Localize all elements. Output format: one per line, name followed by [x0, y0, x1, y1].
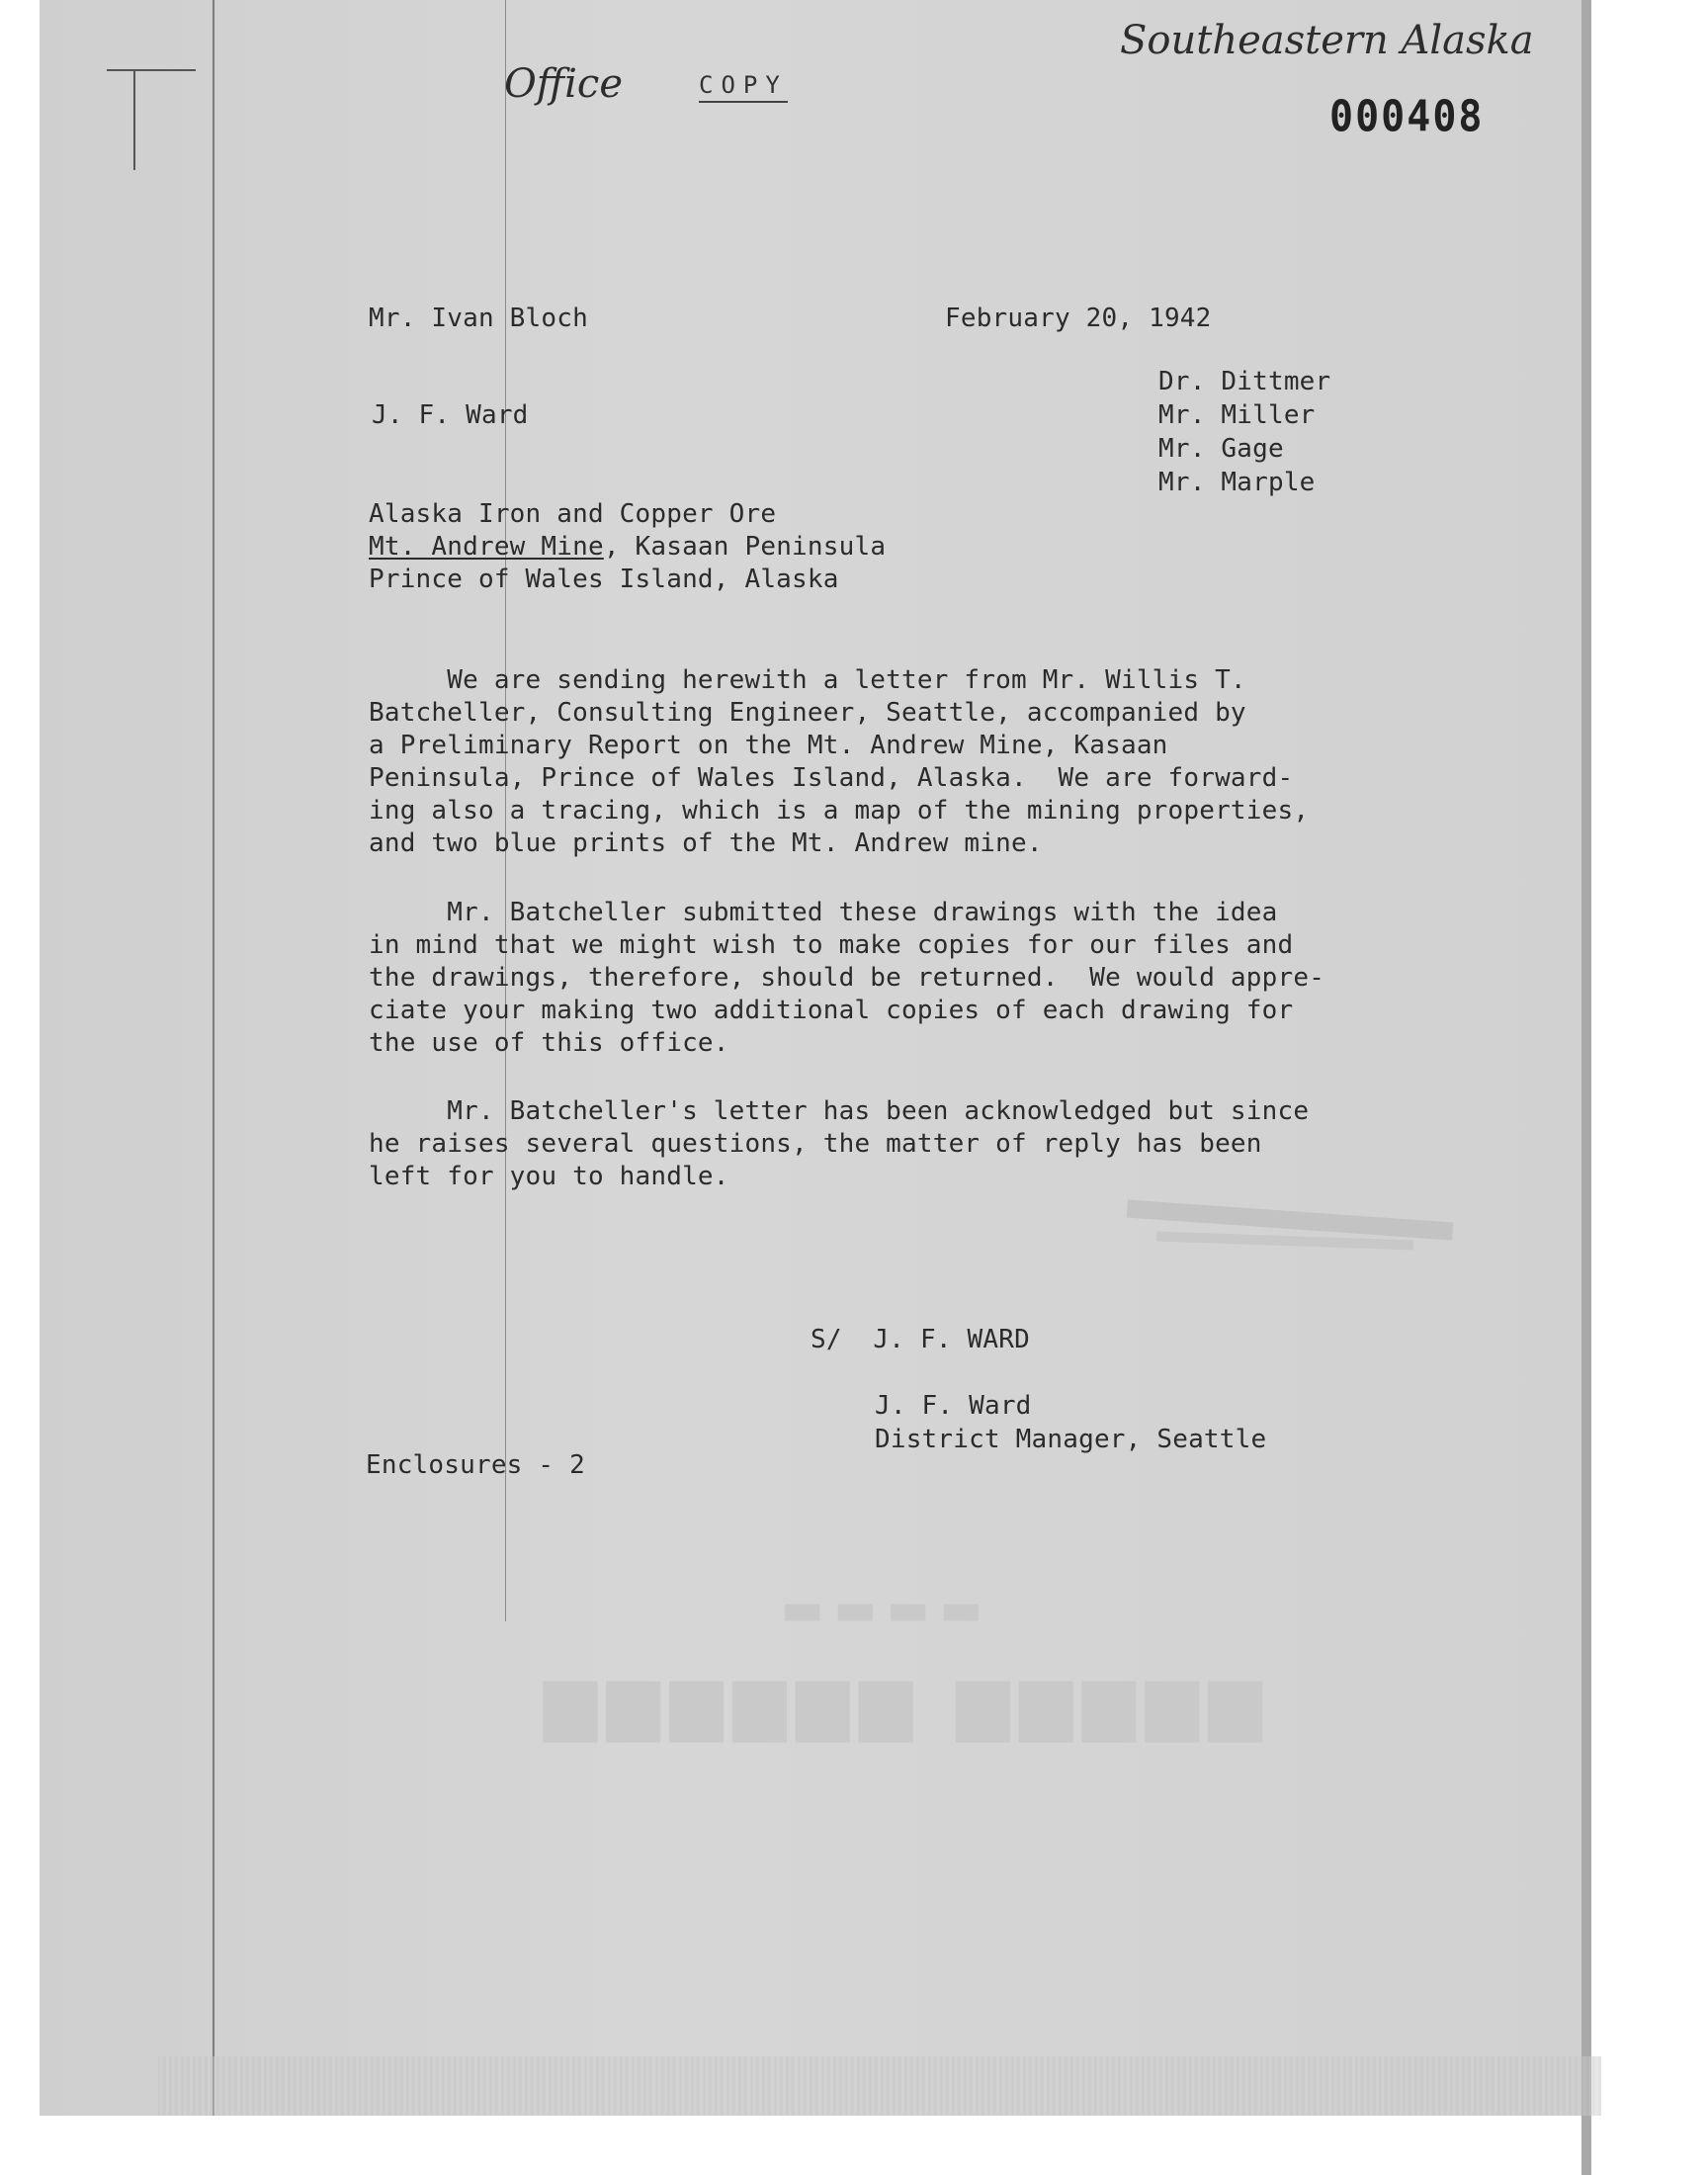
- subject-line-2: [369, 531, 886, 564]
- signed-line: S/ J. F. WARD: [811, 1325, 1030, 1354]
- body-line: We are sending herewith a letter from Mr. Willis T.: [369, 665, 1246, 695]
- body-line: the drawings, therefore, should be returned. We would appre-: [369, 963, 1325, 993]
- binder-mark: [133, 71, 135, 170]
- subject-line-3: Prince of Wales Island, Alaska: [369, 565, 839, 594]
- memo-to: Mr. Ivan Bloch: [369, 304, 588, 333]
- body-line: Mr. Batcheller submitted these drawings with the idea: [369, 898, 1278, 927]
- memo-date: February 20, 1942: [945, 304, 1212, 333]
- handwritten-office: Office: [504, 61, 623, 107]
- enclosures: Enclosures - 2: [366, 1450, 585, 1480]
- memo-from: J. F. Ward: [372, 400, 529, 430]
- margin-line-left: [213, 0, 214, 2116]
- cc-recipient: Mr. Miller: [1158, 400, 1316, 430]
- subject-mine-name: Mt. Andrew Mine: [369, 532, 604, 562]
- body-line: ing also a tracing, which is a map of the mining properties,: [369, 796, 1310, 826]
- cc-recipient: Mr. Gage: [1158, 434, 1284, 464]
- subject-location: , Kasaan Peninsula: [603, 532, 887, 562]
- body-line: Batcheller, Consulting Engineer, Seattle, accompanied by: [369, 698, 1246, 728]
- body-line: left for you to handle.: [369, 1162, 729, 1191]
- body-line: ciate your making two additional copies of each drawing for: [369, 996, 1294, 1025]
- bleed-through-mark: ▬▬▬▬: [771, 1582, 982, 1635]
- body-line: the use of this office.: [369, 1028, 729, 1058]
- cc-recipient: Mr. Marple: [1158, 468, 1316, 497]
- paper-sheet: [40, 0, 1581, 2116]
- body-line: he raises several questions, the matter of reply has been: [369, 1129, 1262, 1159]
- body-line: Mr. Batcheller's letter has been acknowledged but since: [369, 1096, 1310, 1126]
- handwritten-region: Southeastern Alaska: [1120, 18, 1534, 63]
- copy-stamp: COPY: [699, 71, 788, 103]
- binder-mark: [107, 69, 196, 71]
- signature-name: J. F. Ward: [875, 1391, 1032, 1421]
- body-line: and two blue prints of the Mt. Andrew mine.: [369, 828, 1043, 858]
- scan-streak: [158, 2056, 1601, 2116]
- signature-title: District Manager, Seattle: [875, 1425, 1267, 1454]
- body-line: Peninsula, Prince of Wales Island, Alaska. We are forward-: [369, 763, 1294, 793]
- body-line: in mind that we might wish to make copies for our files and: [369, 930, 1294, 960]
- cc-recipient: Dr. Dittmer: [1158, 367, 1331, 396]
- subject-line-1: Alaska Iron and Copper Ore: [369, 499, 777, 529]
- document-number: 000408: [1329, 91, 1485, 142]
- bleed-through-mark: ▆▆▆▆▆ ▆▆▆▆▆▆: [534, 1661, 1262, 1742]
- page-edge-shadow: [1581, 0, 1591, 2175]
- body-line: a Preliminary Report on the Mt. Andrew Mine, Kasaan: [369, 731, 1168, 760]
